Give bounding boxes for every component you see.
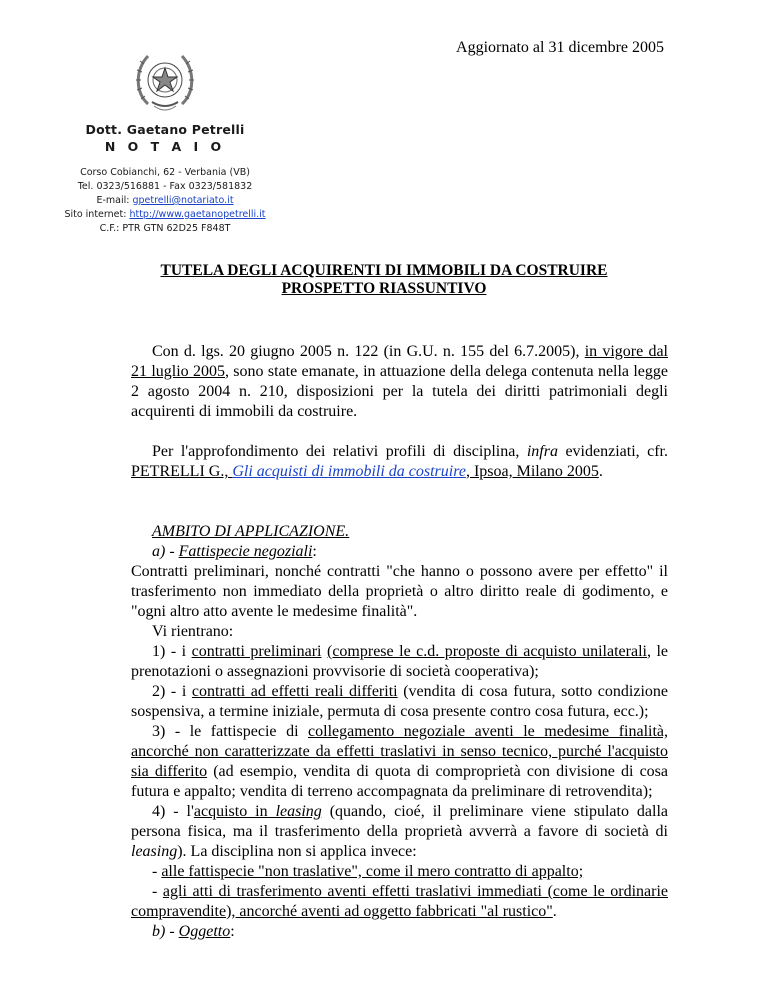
intro-paragraph-1 <box>131 342 668 422</box>
text: Con d. lgs. 20 giugno 2005 n. 122 (in G.U. n. 155 del 6.7.2005), <box>152 343 585 360</box>
text: collegamento negoziale aventi le medesime finalità, ancorché non caratterizzate da effetti traslativi in senso tecnico, purché l'acquisto sia differito <box>131 723 669 780</box>
text: 2) - i <box>152 683 192 700</box>
website-label: Sito internet: <box>64 209 130 220</box>
text: (vendita di cosa futura, sotto condizione sospensiva, a termine iniziale, permuta di cosa presente contro cosa futura, ecc.); <box>131 683 668 720</box>
update-date: Aggiornato al 31 dicembre 2005 <box>456 39 664 56</box>
title-line-2: PROSPETTO RIASSUNTIVO <box>281 280 487 297</box>
email-link[interactable]: gpetrelli@notariato.it <box>132 195 234 206</box>
text: - <box>152 883 163 900</box>
text: 4) - l' <box>152 803 194 820</box>
text: - <box>152 863 162 880</box>
text: 3) - le fattispecie di <box>152 723 309 740</box>
intro-paragraph-2 <box>131 442 668 482</box>
subsection-a <box>131 542 668 562</box>
text: . <box>552 903 557 920</box>
document-body <box>131 342 668 942</box>
list-item-4 <box>131 802 668 862</box>
section-heading-text: AMBITO DI APPLICAZIONE. <box>152 523 350 540</box>
text: contratti ad effetti reali differiti <box>191 683 398 700</box>
text: . <box>598 463 603 480</box>
text: infra <box>526 443 558 460</box>
address: Corso Cobianchi, 62 - Verbania (VB) <box>80 167 250 178</box>
text: leasing <box>275 803 322 820</box>
title-line-1: TUTELA DEGLI ACQUIRENTI DI IMMOBILI DA COSTRUIRE <box>160 262 608 279</box>
subsection-b <box>131 922 668 942</box>
list-item-3 <box>131 722 668 802</box>
text: ). La disciplina non si applica invece: <box>177 843 417 860</box>
effective-date: in vigore dal 21 luglio 2005 <box>131 343 669 380</box>
text: a) - <box>152 543 179 560</box>
exclusion-2 <box>131 882 668 922</box>
section-heading <box>131 522 668 542</box>
text: agli atti di trasferimento aventi effetti traslativi immediati (come le ordinarie compravendite), ancorché aventi ad oggetto fabbricati "al rustico" <box>131 883 668 920</box>
subsection-label: Fattispecie negoziali <box>178 543 313 560</box>
text: : <box>230 923 235 940</box>
text: Per l'approfondimento dei relativi profili di disciplina, <box>152 443 527 460</box>
book-publisher: , Ipsoa, Milano 2005 <box>465 463 599 480</box>
text: leasing <box>131 843 178 860</box>
notary-title: N O T A I O <box>104 139 226 154</box>
notary-name: Dott. Gaetano Petrelli <box>85 122 245 137</box>
book-author: PETRELLI G., <box>131 463 233 480</box>
text: (comprese le c.d. proposte di acquisto unilaterali <box>327 643 647 660</box>
text: , le prenotazioni o assegnazioni provvisorie di società cooperativa); <box>131 643 669 680</box>
includes-intro: Vi rientrano: <box>152 623 234 640</box>
subsection-label: Oggetto <box>178 923 231 940</box>
text: (quando, cioé, il preliminare viene stipulato dalla persona fisica, ma il trasferimento della proprietà avverrà a favore di società di <box>131 803 669 840</box>
email-label: E-mail: <box>96 195 133 206</box>
email-line <box>40 194 290 208</box>
exclusion-1 <box>131 862 668 882</box>
letterhead <box>40 44 290 236</box>
subsection-a-text: Contratti preliminari, nonché contratti "che hanno o possono avere per effetto" il trasferimento non immediato della proprietà o altro diritto reale di godimento, e "ogni altro atto avente le medesime finalità". <box>131 563 668 620</box>
text: alle fattispecie "non traslative", come il mero contratto di appalto; <box>161 863 584 880</box>
book-title-link[interactable]: Gli acquisti di immobili da costruire <box>232 463 466 480</box>
list-item-1 <box>131 642 668 682</box>
text: , sono state emanate, in attuazione della delega contenuta nella legge 2 agosto 2004 n. 210, disposizioni per la tutela dei diritti patrimoniali degli acquirenti di immobili da costruire. <box>131 363 668 420</box>
document-title <box>0 262 768 298</box>
phone-fax: Tel. 0323/516881 - Fax 0323/581832 <box>77 181 253 192</box>
text: acquisto in <box>193 803 276 820</box>
text: evidenziati, cfr. <box>557 443 669 460</box>
text: (ad esempio, vendita di quota di comproprietà con divisione di cosa futura e appalto; vendita di terreno accompagnata da preliminare di retrovendita); <box>131 763 668 800</box>
text: : <box>312 543 317 560</box>
text: 1) - i <box>152 643 192 660</box>
italian-republic-emblem-icon <box>130 44 200 116</box>
text: contratti preliminari <box>191 643 322 660</box>
website-link[interactable]: http://www.gaetanopetrelli.it <box>129 209 266 220</box>
list-item-2 <box>131 682 668 722</box>
text: b) - <box>152 923 179 940</box>
fiscal-code: C.F.: PTR GTN 62D25 F848T <box>99 223 231 234</box>
website-line <box>40 208 290 222</box>
